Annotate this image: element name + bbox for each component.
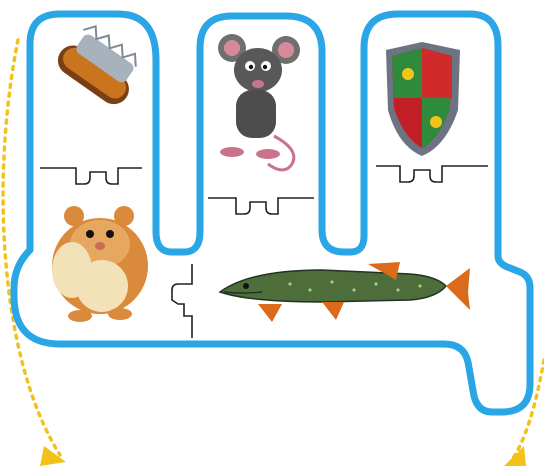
arrow-head-left-icon	[40, 446, 66, 466]
arrow-head-right-icon	[504, 446, 526, 466]
